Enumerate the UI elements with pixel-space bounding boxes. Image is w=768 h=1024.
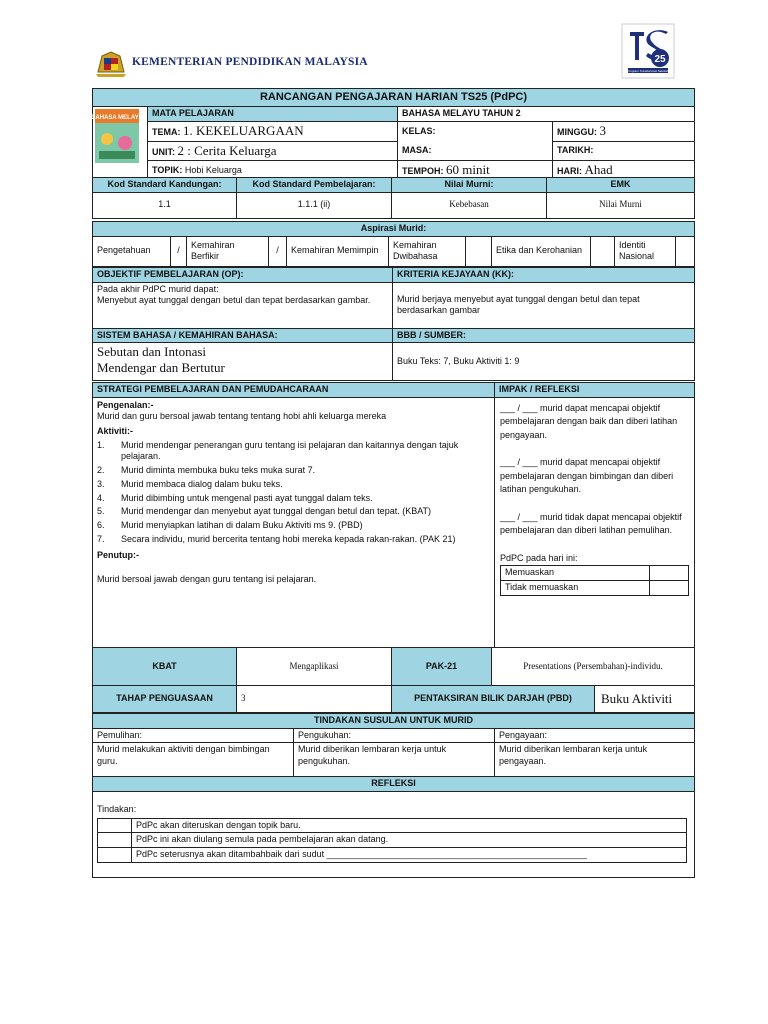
aspirasi-kemahiran-memimpin: Kemahiran Memimpin	[287, 236, 389, 266]
impak-pengukuhan: ___ / ___ murid dapat mencapai objektif pembelajaran dengan bimbingan dan diberi latihan pengukuhan.	[500, 457, 674, 495]
aktiviti-number: 5.	[97, 506, 105, 517]
kk-text: Murid berjaya menyebut ayat tunggal dengan betul dan tepat berdasarkan gambar	[393, 282, 695, 328]
kod-kandungan-value: 1.1	[93, 192, 237, 218]
aspirasi-kemahiran-dwibahasa: Kemahiran Dwibahasa	[389, 236, 466, 266]
pemulihan-label: Pemulihan:	[93, 728, 294, 743]
impak-label: IMPAK / REFLEKSI	[495, 383, 695, 398]
aktiviti-item	[97, 465, 490, 477]
tindakan-label: Tindakan:	[97, 804, 137, 815]
tempoh-value: 60 minit	[446, 162, 490, 178]
pemulihan-text: Murid melakukan aktiviti dengan bimbingan guru.	[93, 743, 294, 777]
emk-value: Nilai Murni	[547, 192, 695, 218]
pak21-value: Presentations (Persembahan)-individu.	[492, 648, 695, 686]
aktiviti-text: Murid mendengar dan menyebut ayat tunggal dengan betul dan tepat. (KBAT)	[121, 506, 432, 517]
aktiviti-text: Murid diminta membuka buku teks muka surat 7.	[121, 465, 316, 476]
aspirasi-pengetahuan: Pengetahuan	[93, 236, 171, 266]
minggu-value: 3	[599, 122, 607, 138]
sistem-bahasa-line2: Mendengar dan Bertutur	[97, 359, 225, 375]
rating-box-memuaskan[interactable]	[650, 566, 689, 581]
tindakan-box-3[interactable]	[98, 848, 132, 863]
aktiviti-item	[97, 520, 490, 532]
pbd-value: Buku Aktiviti	[601, 690, 673, 706]
aktiviti-text: Murid dibimbing untuk mengenal pasti ayat tunggal dalam teks.	[121, 492, 373, 503]
sistem-bahasa-label: SISTEM BAHASA / KEMAHIRAN BAHASA:	[93, 328, 393, 343]
pengayaan-text: Murid diberikan lembaran kerja untuk pengayaan.	[495, 743, 695, 777]
strategi-table	[92, 382, 695, 648]
tempoh-label: TEMPOH:	[402, 166, 444, 177]
tahap-value: 3	[237, 686, 392, 713]
kk-label: KRITERIA KEJAYAAN (KK):	[393, 268, 695, 283]
aktiviti-list	[97, 440, 490, 546]
kbat-label: KBAT	[93, 648, 237, 686]
impak-pengayaan: ___ / ___ murid dapat mencapai objektif pembelajaran dengan baik dan diberi latihan pengayaan.	[500, 402, 678, 440]
kod-pembelajaran-label: Kod Standard Pembelajaran:	[237, 178, 392, 193]
kelas-label: KELAS:	[398, 121, 553, 141]
aktiviti-number: 7.	[97, 533, 105, 544]
pengukuhan-label: Pengukuhan:	[294, 728, 495, 743]
ts25-caption: Program Transformasi Sekolah	[627, 69, 669, 73]
kod-kandungan-label: Kod Standard Kandungan:	[93, 178, 237, 193]
bbb-value: Buku Teks: 7, Buku Aktiviti 1: 9	[393, 343, 695, 381]
aktiviti-text: Secara individu, murid bercerita tentang hobi mereka kepada rakan-rakan. (PAK 21)	[121, 533, 456, 544]
tarikh-label: TARIKH:	[553, 141, 695, 161]
minggu-label: MINGGU:	[557, 126, 597, 137]
standards-table	[92, 177, 695, 219]
aktiviti-text: Murid menyiapkan latihan di dalam Buku Aktiviti ms 9. (PBD)	[121, 519, 363, 530]
objektif-table	[92, 267, 695, 381]
kbat-table	[92, 647, 695, 713]
susulan-table	[92, 713, 695, 878]
pengukuhan-text: Murid diberikan lembaran kerja untuk pengukuhan.	[294, 743, 495, 777]
textbook-cover	[93, 107, 148, 181]
aktiviti-item	[97, 493, 490, 505]
ts25-logo-icon	[622, 24, 674, 78]
susulan-label: TINDAKAN SUSULAN UNTUK MURID	[93, 714, 695, 729]
op-intro: Pada akhir PdPC murid dapat:	[97, 283, 219, 294]
tema-value: 1. KEKELUARGAAN	[183, 122, 304, 138]
aktiviti-text: Murid mendengar penerangan guru tentang isi pelajaran dan kaitannya dengan tajuk pelajaran.	[121, 439, 459, 462]
aktiviti-item	[97, 506, 490, 518]
masa-label: MASA:	[398, 141, 553, 161]
sistem-bahasa-line1: Sebutan dan Intonasi	[97, 344, 207, 360]
nilai-murni-label: Nilai Murni:	[392, 178, 547, 193]
topik-label: TOPIK:	[152, 165, 183, 176]
aktiviti-item	[97, 479, 490, 491]
book-cover-icon	[91, 109, 143, 163]
book-title: BAHASA MELAYU	[91, 115, 143, 121]
aspirasi-label: Aspirasi Murid:	[93, 222, 695, 237]
rating-memuaskan: Memuaskan	[501, 566, 650, 581]
pengenalan-label: Pengenalan:-	[97, 399, 154, 410]
bbb-label: BBB / SUMBER:	[393, 328, 695, 343]
tindakan-item-3: PdPc seterusnya akan ditambahbaik dari sudut ____________________________________________________	[132, 848, 687, 863]
topik-value: Hobi Keluarga	[184, 165, 242, 176]
aktiviti-number: 3.	[97, 478, 105, 489]
impak-pemulihan: ___ / ___ murid tidak dapat mencapai objektif pembelajaran dan diberi latihan pemulihan.	[500, 511, 682, 536]
aktiviti-number: 1.	[97, 439, 105, 450]
pak21-label: PAK-21	[392, 648, 492, 686]
aspirasi-etika: Etika dan Kerohanian	[492, 236, 591, 266]
crest-icon	[94, 50, 128, 78]
aktiviti-label: Aktiviti:-	[97, 426, 133, 437]
aspirasi-kemahiran-berfikir: Kemahiran Berfikir	[187, 236, 269, 266]
strategi-label: STRATEGI PEMBELAJARAN DAN PEMUDAHCARAAN	[93, 383, 495, 398]
pdpc-label: PdPC pada hari ini:	[500, 552, 578, 563]
page-title: RANCANGAN PENGAJARAN HARIAN TS25 (PdPC)	[93, 89, 695, 107]
penutup-label: Penutup:-	[97, 550, 139, 561]
pdpc-rating-table	[500, 565, 689, 595]
ministry-name: KEMENTERIAN PENDIDIKAN MALAYSIA	[132, 56, 368, 68]
tindakan-box-2[interactable]	[98, 833, 132, 848]
aspirasi-box-3	[466, 236, 492, 266]
aspirasi-identiti: Identiti Nasional	[615, 236, 676, 266]
aspirasi-box-4	[591, 236, 615, 266]
aktiviti-item	[97, 440, 490, 463]
aktiviti-item	[97, 534, 490, 546]
tindakan-box-1[interactable]	[98, 818, 132, 833]
rph-table	[92, 88, 695, 181]
pengayaan-label: Pengayaan:	[495, 728, 695, 743]
hari-label: HARI:	[557, 166, 582, 177]
aktiviti-number: 2.	[97, 465, 105, 476]
tema-label: TEMA:	[152, 126, 181, 137]
hari-value: Ahad	[584, 162, 613, 178]
aktiviti-number: 6.	[97, 519, 105, 530]
aktiviti-text: Murid membaca dialog dalam buku teks.	[121, 478, 283, 489]
mata-pelajaran-label: MATA PELAJARAN	[148, 107, 398, 122]
tindakan-item-1: PdPc akan diteruskan dengan topik baru.	[132, 818, 687, 833]
unit-label: UNIT:	[152, 146, 175, 157]
rating-tidak-memuaskan: Tidak memuaskan	[501, 580, 650, 595]
penutup-text: Murid bersoal jawab dengan guru tentang isi pelajaran.	[97, 573, 317, 584]
op-label: OBJEKTIF PEMBELAJARAN (OP):	[93, 268, 393, 283]
pengenalan-text: Murid dan guru bersoal jawab tentang tentang hobi ahli keluarga mereka	[97, 411, 387, 422]
kod-pembelajaran-value: 1.1.1 (ii)	[237, 192, 392, 218]
kbat-value: Mengaplikasi	[237, 648, 392, 686]
op-text: Menyebut ayat tunggal dengan betul dan tepat berdasarkan gambar.	[97, 295, 371, 306]
aspirasi-tick-2: /	[269, 236, 287, 266]
aspirasi-tick-1: /	[171, 236, 187, 266]
pbd-label: PENTAKSIRAN BILIK DARJAH (PBD)	[392, 686, 595, 712]
aspirasi-box-5	[676, 236, 695, 266]
unit-value: 2 : Cerita Keluarga	[177, 142, 277, 158]
subject-value: BAHASA MELAYU TAHUN 2	[398, 107, 695, 122]
tahap-label: TAHAP PENGUASAAN	[93, 686, 237, 713]
emk-label: EMK	[547, 178, 695, 193]
refleksi-label: REFLEKSI	[93, 777, 695, 792]
nilai-murni-value: Kebebasan	[392, 192, 547, 218]
rating-box-tidak[interactable]	[650, 580, 689, 595]
aspirasi-table	[92, 221, 695, 267]
ts25-number: 25	[654, 54, 666, 65]
aktiviti-number: 4.	[97, 492, 105, 503]
page-header	[90, 20, 700, 80]
tindakan-table	[97, 818, 687, 863]
tindakan-item-2: PdPc ini akan diulang semula pada pembelajaran akan datang.	[132, 833, 687, 848]
